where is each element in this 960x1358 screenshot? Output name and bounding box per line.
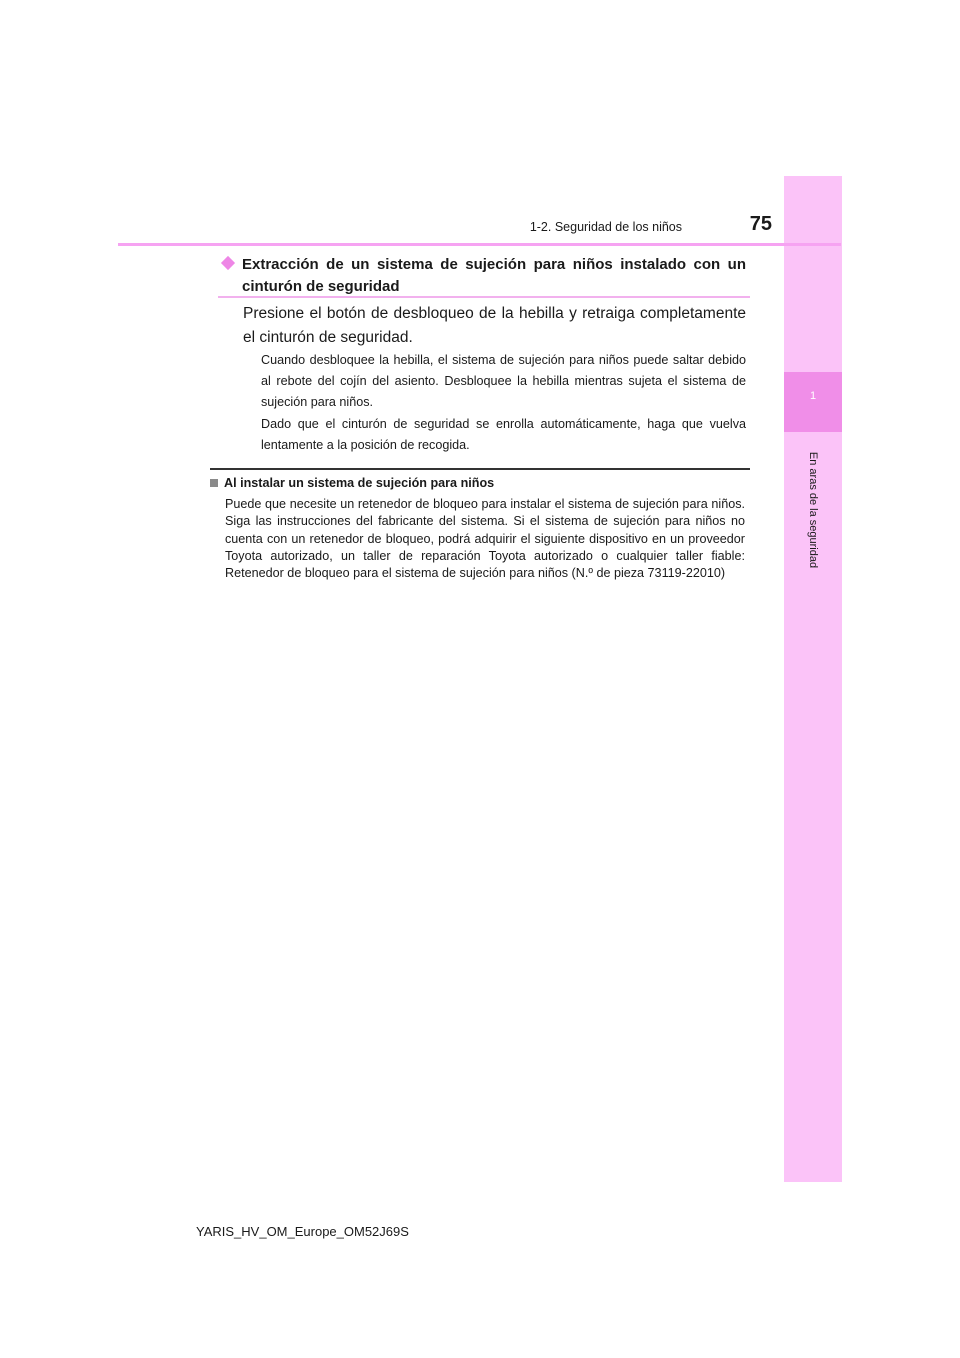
note-paragraph: Cuando desbloquee la hebilla, el sistema de sujeción para niños puede saltar debido al rebote del cojín del asiento. Desbloquee la hebilla mientras sujeta el sistema de sujeción para niños. <box>261 353 746 409</box>
chapter-side-tab <box>784 176 842 1182</box>
procedure-heading <box>220 254 746 298</box>
chapter-side-tab-active <box>784 372 842 432</box>
diamond-bullet-icon <box>221 256 235 270</box>
chapter-title: En aras de la seguridad <box>807 451 819 569</box>
procedure-heading-text: Extracción de un sistema de sujeción para niños instalado con un cinturón de seguridad <box>242 256 746 295</box>
document-footer: YARIS_HV_OM_Europe_OM52J69S <box>196 1224 409 1239</box>
heading-rule <box>218 296 750 298</box>
instruction-text: Presione el botón de desbloqueo de la hebilla y retraiga completamente el cinturón de seguridad. <box>243 305 746 346</box>
chapter-number: 1 <box>809 390 817 402</box>
section-title: 1-2. Seguridad de los niños <box>529 220 682 234</box>
page-number: 75 <box>749 213 772 235</box>
section-divider <box>210 468 750 470</box>
info-body: Puede que necesite un retenedor de bloqueo para instalar el sistema de sujeción para niños. Siga las instrucciones del fabricante del sistema. Si el sistema de sujeción para niños no cuenta con un retenedor de bloqueo, podrá adquirir el siguiente dispositivo en un proveedor Toyota autorizado, un taller de reparación Toyota autorizado o cualquier taller fiable: Retenedor de bloqueo para el sistema de sujeción para niños (N.º de pieza 73119-22010) <box>225 497 745 581</box>
info-heading-text: Al instalar un sistema de sujeción para niños <box>224 476 495 490</box>
info-heading <box>210 476 494 490</box>
square-bullet-icon <box>210 479 218 487</box>
note-paragraph: Dado que el cinturón de seguridad se enrolla automáticamente, haga que vuelva lentamente a la posición de recogida. <box>261 417 746 452</box>
header-rule <box>118 243 841 246</box>
